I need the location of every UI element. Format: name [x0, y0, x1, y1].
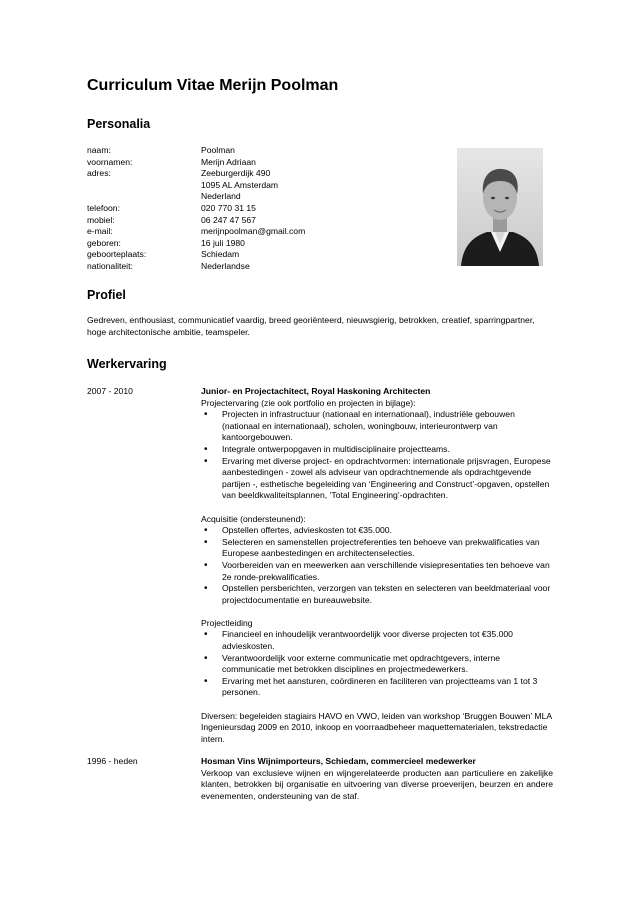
- experience-title: Junior- en Projectachitect, Royal Haskoning Architecten: [201, 386, 431, 396]
- field-value: 1095 AL Amsterdam: [201, 179, 279, 190]
- field-label: adres:: [87, 168, 111, 179]
- field-label: nationaliteit:: [87, 260, 133, 271]
- personalia-row: [87, 145, 401, 157]
- experience-intro: Projectervaring (zie ook portfolio en projecten in bijlage):: [201, 397, 416, 408]
- projectleiding-bullets: [201, 629, 553, 699]
- experience-bullets: [201, 409, 553, 502]
- experience-period: 2007 - 2010: [87, 386, 133, 396]
- portrait-photo: [457, 148, 543, 266]
- personalia-row: [87, 249, 401, 261]
- list-item: • Ervaring met het aansturen, coördineren en faciliteren van projectteams van 1 tot 3 personen.: [201, 676, 553, 699]
- list-item: • Financieel en inhoudelijk verantwoordelijk voor diverse projecten tot €35.000 advieskosten.: [201, 629, 553, 652]
- list-item: • Opstellen persberichten, verzorgen van teksten en selecteren van beeldmateriaal voor projectdocumentatie en bureauwebsite.: [201, 583, 553, 606]
- list-item: • Integrale ontwerpopgaven in multidisciplinaire projectteams.: [201, 444, 553, 456]
- field-label: [87, 180, 201, 192]
- list-item: • Ervaring met diverse project- en opdrachtvormen: internationale prijsvragen, Europese aanbestedingen - zowel als adviseur van opdrachtnemende als opdrachtgevende partijen -, esthetische begeleiding van ‘Engineering and Construct’-opgaven, opstellen van beeldkwaliteitsplannen, ‘Total Engineering’-opdrachten.: [201, 456, 553, 502]
- experience-body: [201, 386, 553, 745]
- list-item: • Selecteren en samenstellen projectreferenties ten behoeve van prekwalificaties van Europese aanbestedingen en architectenselecties.: [201, 537, 553, 560]
- field-value: Nederland: [201, 191, 241, 202]
- field-value: merijnpoolman@gmail.com: [201, 226, 306, 237]
- personalia-row: [87, 168, 401, 180]
- personalia-row: [87, 203, 401, 215]
- field-label: naam:: [87, 145, 111, 155]
- experience-description: Verkoop van exclusieve wijnen en wijngerelateerde producten aan particuliere en zakelijke klanten, betrokken bij organisatie en uitvoering van diverse proeverijen, beurzen en andere evenementen, ondersteuning van de staf.: [201, 767, 553, 801]
- experience-body: [201, 756, 553, 802]
- field-label: geboorteplaats:: [87, 249, 147, 260]
- personalia-row: [87, 215, 401, 227]
- field-label: voornamen:: [87, 156, 133, 167]
- section-heading-profiel: Profiel: [87, 288, 126, 302]
- field-label: [87, 191, 201, 203]
- personalia-row: [87, 261, 401, 273]
- personalia-row: [87, 157, 401, 169]
- field-label: geboren:: [87, 237, 121, 248]
- personalia-row: [87, 180, 401, 192]
- acquisitie-bullets: [201, 525, 553, 606]
- field-value: Zeeburgerdijk 490: [201, 168, 271, 179]
- acquisitie-heading: Acquisitie (ondersteunend):: [201, 513, 306, 524]
- experience-title: Hosman Vins Wijnimporteurs, Schiedam, commercieel medewerker: [201, 756, 476, 766]
- field-value: 06 247 47 567: [201, 214, 256, 225]
- field-value: 020 770 31 15: [201, 202, 256, 213]
- list-item: • Projecten in infrastructuur (nationaal en internationaal), industriële gebouwen (nationaal en internationaal), scholen, woningbouw, interieurontwerp van kantoorgebouwen.: [201, 409, 553, 444]
- field-label: telefoon:: [87, 202, 120, 213]
- projectleiding-heading: Projectleiding: [201, 617, 253, 628]
- list-item: • Verantwoordelijk voor externe communicatie met opdrachtgevers, interne communicatie met betrokken disciplines en projectmedewerkers.: [201, 653, 553, 676]
- field-value: Schiedam: [201, 249, 240, 260]
- field-label: mobiel:: [87, 214, 115, 225]
- list-item: • Voorbereiden van en meewerken aan verschillende visiepresentaties ten behoeve van 2e ronde-prekwalificaties.: [201, 560, 553, 583]
- list-item: • Opstellen offertes, advieskosten tot €35.000.: [201, 525, 553, 537]
- personalia-table: [87, 145, 401, 273]
- diversen-text: Diversen: begeleiden stagiairs HAVO en VWO, leiden van workshop ‘Bruggen Bouwen’ MLA Ingenieursdag 2009 en 2010, inkoop en voorraadbeheer maquettematerialen, tekstredactie intern.: [201, 710, 552, 744]
- personalia-row: [87, 238, 401, 250]
- section-heading-werkervaring: Werkervaring: [87, 357, 167, 371]
- document-title: Curriculum Vitae Merijn Poolman: [87, 77, 339, 94]
- field-value: Poolman: [201, 145, 235, 155]
- field-label: e-mail:: [87, 226, 113, 237]
- field-value: Nederlandse: [201, 260, 250, 271]
- experience-period: 1996 - heden: [87, 756, 138, 766]
- field-value: Merijn Adriaan: [201, 156, 256, 167]
- profile-text: Gedreven, enthousiast, communicatief vaardig, breed georiënteerd, nieuwsgierig, betrokken, creatief, sparringpartner, hoge architectonische ambitie, teamspeler.: [87, 315, 535, 337]
- personalia-row: [87, 226, 401, 238]
- portrait-image: [457, 148, 543, 266]
- personalia-row: [87, 191, 401, 203]
- field-value: 16 juli 1980: [201, 237, 245, 248]
- section-heading-personalia: Personalia: [87, 117, 151, 131]
